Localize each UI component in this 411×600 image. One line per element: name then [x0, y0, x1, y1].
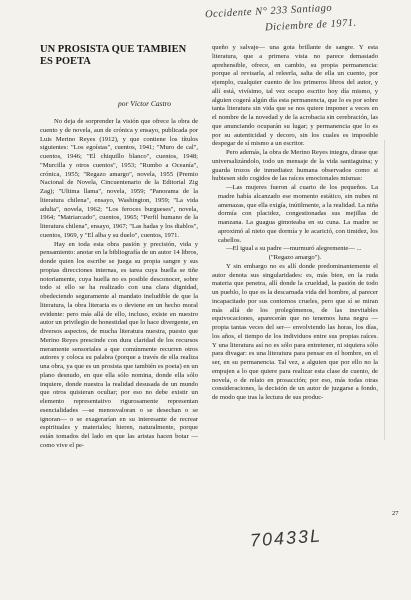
handwritten-source-note: Occidente N° 233 Santiago: [204, 2, 333, 21]
left-column: [40, 118, 198, 451]
article-title: UN PROSISTA QUE TAMBIEN ES POETA: [40, 44, 187, 67]
archive-stamp-number: 70433L: [249, 525, 323, 551]
paragraph: Pero además, la obra de Merino Reyes integra, dirase que universalizándolo, todo un mensaje de la vida santiaguina; y guarda trozos de inmediatez humana observados como si hubiesen sido cogidos de las raíces emocionales mismas:: [212, 149, 378, 183]
article-author: por Víctor Castro: [118, 99, 172, 108]
right-column: [212, 44, 378, 403]
paragraph: queño y salvaje— una gota brillante de sangre. Y esta literatura, que a primera vista no parece demasiado aprehensible, ofrece, en cambio, su propia permanencia: porque al revisarla, al releerla, salta de ella un cuento, por ejemplo, cualquier cuento de los primeros libros del autor, y allí está, vivísimo, tal vez ocupo escrito hoy día mismo, y alguien cogerá algún día esta permanencia, que lo es por sobre tanta literatura sin vida que se nos quiere imponer a veces en el nombre de la novedad y de la acrobacia sin cerebración, las que anunciando ocuparán su lugar; y permanencia que lo es por su autenticidad y decoro, sin los cuales es imposible despegar de sí mismo a un escritor.: [212, 44, 378, 148]
quote-paragraph: —El igual a su padre —murmuró alegremente— ...: [226, 245, 362, 253]
page-number: 27: [392, 510, 399, 517]
page-crease: [384, 140, 385, 440]
paragraph: Y sin embargo no es allí donde predominantemente el autor denota sus singularidades: es, más bien, en la ruda materia que penetra, allí donde la crueldad, la pasión de todo un pueblo, lo que es la descarnada vida del hombre, al parecer incapacitado por sus contornos crueles, pero que sí se miran más allá de los prolegómenos, de las inevitables equivocaciones, aparecerán que no tenemos luna negra —propia tantas veces del ser— envolviendo las horas, los días, los años, el tiempo de los individuos entre sus propias raíces. Y una literatura así no es sólo para entretener, ni siquiera sólo para divagar: es una literatura para pensar en el hombre, en el ser, en su permanencia. Tal vez, a alguien que por ello no la empujen a lo que quiere para realizar esta clase de cuento, de novela, o de relato en prosacción; por eso, más todas otras consideraciones, la decisión de un autor de juzgarse a fondo, de modo que tras la lectura de sus produc-: [212, 262, 378, 401]
quote-source: ("Regazo amargo").: [268, 254, 322, 261]
paragraph: No deja de sorprender la visión que ofrece la obra de cuento y de novela, aun de crónica y ensayo, publicada por Luis Merino Reyes (1912), y que contiene los títulos siguientes: "Los egoístas", cuentos, 1941; "Muro de cal", cuentos, 1946; "El chiquillo blanco", cuentos, 1948; "Murcilla y otros cuentos", 1953; "Rumbo a Oceanía", crónica, 1955; "Regazo amargo", novela, 1955 (Premio Nacional de Novela, Cincuentenario de la Editorial Zig Zag); "Ultima llama", novela, 1959; "Panorama de la literatura chilena", ensayo, Washington, 1959; "La vida adulta", novela, 1962; "Los feroces burgueses", novela, 1964; "Matriarcado", cuentos, 1965; "Perfil humano de la literatura chilena", ensayo, 1967; "Las hadas y los diablos", cuentos, 1969, y "El alba y su duelo", cuentos, 1971.: [40, 118, 198, 239]
quote-paragraph: —Las mujeres fueron al cuarto de los pequeños. La madre había alcanzado ese momento estático, sin nubes ni amenazas, que ella exigía, inútilmente, a la realidad. La niña dormía con placidez, congestionadas sus mejillas de manzana. La guagua gimoteaba en su cuna. La madre se aproximó al nieto que dormía y le acarició, con timidez, los cabellos.: [218, 184, 378, 244]
handwritten-date-note: Diciembre de 1971.: [264, 17, 357, 34]
paragraph: Hay en toda esta obra pasión y precisión, vida y pensamiento: anotar en la bibliografía de un autor 14 libros, donde quien los escribe se juega su propia sangre y sus propias direcciones internas, es tarea cuya huella se tiñe notoriamente, cuya huella no es posible desconocer, sobre todo si ello se ha realizado con una clara dignidad, obedeciendo seguramente al mandato ineludible de que la literatura, la obra literaria es o deviene en un hecho moral evidente: pero más allá de ello, incluso, existe en nuestro autor un privilegio de honestidad que lo hace divergente, en diversos aspectos, de mucha literatura nuestra, puesto que Merino Reyes prescinde con dura claridad de los recursos meramente sensoriales a que comúnmente recurren otros autores y coloca su palabra (porque a través de ella realiza una obra, ya que es un prosista que también es poeta) en un plano desnudo, en que ella sólo nomina, donde ella sólo inquiere, donde nuestra la realidad desusada de un mundo que otros quisieran ocultar; por eso no debe existir un elemento representativo rigurosamente representan esencialidades —se menosvaloran o se desechan o se ignoran— o se exagerarían en su interesante de recrear espirituales y materiales; hieren, naturalmente, porque están tomados del lado en que las aristas hacen botar —como vive el pe-: [40, 240, 198, 449]
